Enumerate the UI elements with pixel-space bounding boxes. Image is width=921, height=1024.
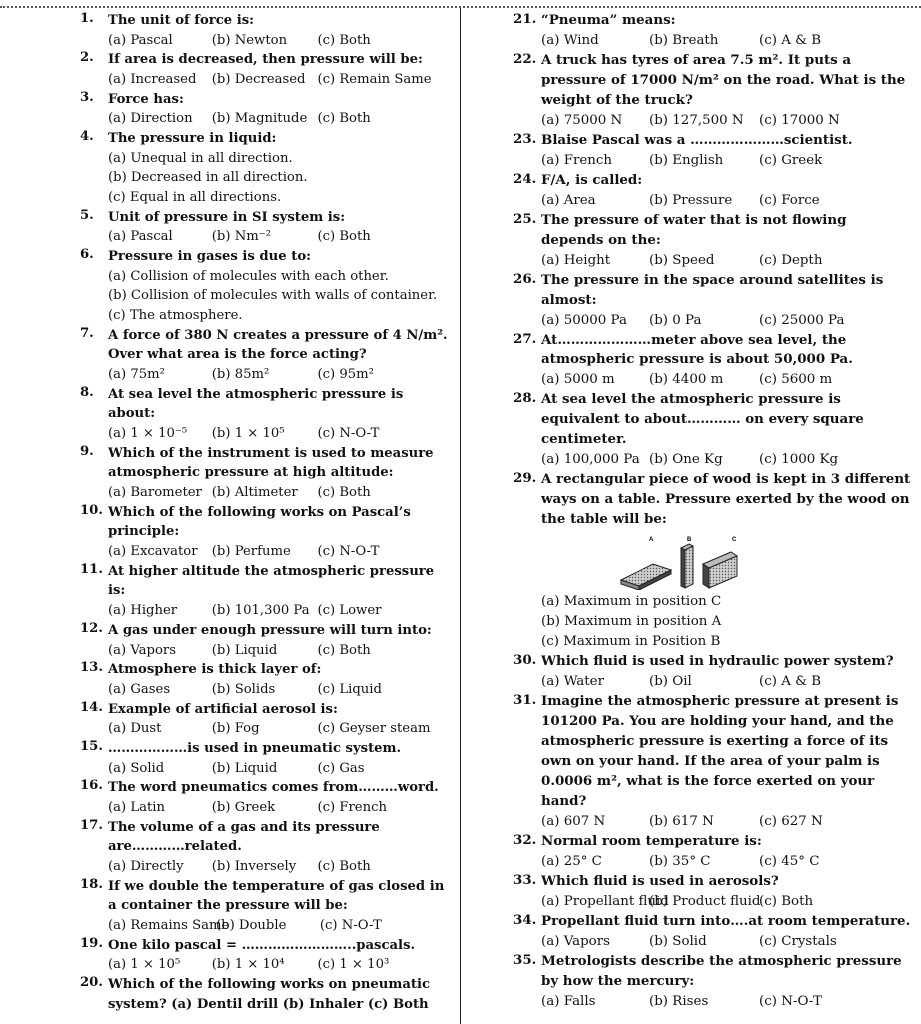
question-number: 8. xyxy=(80,384,94,400)
answer-option[interactable]: (a) French xyxy=(541,152,613,168)
options-row xyxy=(541,111,913,131)
wood-block-a xyxy=(621,564,671,590)
answer-option[interactable]: (b) Liquid xyxy=(211,760,278,776)
answer-option[interactable]: (c) A & B xyxy=(759,674,822,690)
question-text: A gas under enough pressure will turn into: xyxy=(108,622,432,638)
answer-option[interactable]: (a) Wind xyxy=(541,32,599,48)
answer-option[interactable]: (c) 5600 m xyxy=(759,372,833,388)
question-number: 32. xyxy=(513,831,537,848)
question-item xyxy=(80,247,452,326)
question-item xyxy=(513,652,913,692)
options-row xyxy=(108,109,452,129)
options-row xyxy=(108,424,452,444)
question-number: 6. xyxy=(80,247,94,263)
question-number: 29. xyxy=(513,470,537,487)
question-number: 2. xyxy=(80,50,94,66)
question-number: 21. xyxy=(513,11,537,27)
answer-option[interactable]: (c) 1 × 10³ xyxy=(317,957,390,973)
question-item xyxy=(80,562,452,621)
question-number: 28. xyxy=(513,390,537,407)
question-text: Pressure in gases is due to: xyxy=(108,249,311,265)
question-number: 34. xyxy=(513,911,537,928)
answer-option[interactable]: (c) Greek xyxy=(759,152,823,168)
answer-option[interactable]: (c) Equal in all directions. xyxy=(108,190,282,206)
options-row xyxy=(108,601,452,621)
question-text: Which of the instrument is used to measure atmospheric pressure at high altitude: xyxy=(108,445,434,481)
answer-option[interactable]: (a) Area xyxy=(541,192,596,208)
question-text: Which of the following works on Pascal’s principle: xyxy=(108,504,411,540)
options-row xyxy=(108,641,452,661)
question-item xyxy=(80,385,452,444)
question-number: 24. xyxy=(513,170,537,187)
answer-option[interactable]: (c) Both xyxy=(759,893,814,909)
question-text: Normal room temperature is: xyxy=(541,832,762,849)
question-text: One kilo pascal = ……………………..pascals. xyxy=(108,937,416,953)
question-number: 15. xyxy=(80,738,103,754)
answer-option[interactable]: (c) Crystals xyxy=(759,933,837,949)
question-text: If area is decreased, then pressure will be: xyxy=(108,52,423,68)
question-item xyxy=(80,818,452,877)
answer-option[interactable]: (a) Vapors xyxy=(541,933,611,949)
top-dotted-rule xyxy=(0,0,921,8)
question-item xyxy=(80,877,452,936)
answer-option[interactable]: (a) 75000 N xyxy=(541,112,623,128)
answer-option[interactable]: (b) One Kg xyxy=(649,452,723,468)
options-row xyxy=(108,365,452,385)
options-row xyxy=(108,857,452,877)
options-row xyxy=(541,31,913,51)
question-number: 26. xyxy=(513,270,537,287)
options-row xyxy=(108,227,452,247)
options-row xyxy=(541,191,913,211)
answer-option[interactable]: (b) Nm⁻² xyxy=(211,229,271,245)
answer-option[interactable]: (a) Water xyxy=(541,674,604,690)
answer-option[interactable]: (c) 95m² xyxy=(317,367,374,383)
question-number: 5. xyxy=(80,207,94,223)
answer-option[interactable]: (a) Direction xyxy=(108,111,193,127)
question-text: At higher altitude the atmospheric pressure is: xyxy=(108,563,435,599)
answer-option[interactable]: (a) 25° C xyxy=(541,853,602,869)
question-text: Which fluid is used in hydraulic power system? xyxy=(541,653,894,670)
answer-option[interactable]: (b) Pressure xyxy=(649,192,733,208)
question-item xyxy=(80,11,452,50)
answer-option[interactable]: (b) English xyxy=(649,152,724,168)
question-number: 33. xyxy=(513,871,537,888)
question-number: 11. xyxy=(80,561,103,577)
answer-option[interactable]: (a) Collision of molecules with each other. xyxy=(108,268,389,284)
options-row xyxy=(541,992,913,1012)
answer-option[interactable]: (b) Greek xyxy=(211,799,276,815)
options-row xyxy=(541,812,913,832)
answer-option[interactable]: (a) 75m² xyxy=(108,367,165,383)
question-number: 31. xyxy=(513,692,537,709)
answer-option[interactable]: (a) Maximum in position C xyxy=(541,594,722,610)
options-row xyxy=(541,852,913,872)
options-row xyxy=(541,932,913,952)
answer-option[interactable]: (a) Directly xyxy=(108,858,184,874)
question-text: If we double the temperature of gas closed in a container the pressure will be: xyxy=(108,878,445,914)
question-item xyxy=(80,90,452,129)
answer-option[interactable]: (b) Inversely xyxy=(211,858,297,874)
answer-option[interactable]: (b) 0 Pa xyxy=(649,312,702,328)
question-item xyxy=(80,503,452,562)
question-item xyxy=(80,444,452,503)
figure-label-c: C xyxy=(732,537,737,544)
wood-block-positions-figure xyxy=(619,534,759,590)
question-item xyxy=(513,832,913,872)
question-text: The volume of a gas and its pressure are…………related. xyxy=(108,819,380,855)
options-row xyxy=(541,151,913,171)
question-item xyxy=(513,271,913,331)
question-number: 16. xyxy=(80,778,103,794)
answer-option[interactable]: (b) Collision of molecules with walls of container. xyxy=(108,288,438,304)
question-item xyxy=(80,936,452,975)
answer-option[interactable]: (c) Lower xyxy=(317,603,382,619)
answer-option[interactable]: (c) 45° C xyxy=(759,853,820,869)
answer-option[interactable]: (b) 127,500 N xyxy=(649,112,744,128)
question-item xyxy=(80,50,452,89)
answer-option[interactable]: (b) Double xyxy=(216,917,287,933)
answer-option[interactable]: (c) Geyser steam xyxy=(317,721,431,737)
answer-option[interactable]: (b) 4400 m xyxy=(649,372,724,388)
question-text: The pressure in the space around satellites is almost: xyxy=(541,271,884,308)
answer-option[interactable]: (b) 85m² xyxy=(211,367,270,383)
question-number: 35. xyxy=(513,951,537,968)
question-number: 1. xyxy=(80,11,94,26)
question-item xyxy=(513,211,913,271)
question-item xyxy=(513,51,913,131)
answer-option[interactable]: (c) 1000 Kg xyxy=(759,452,839,468)
answer-option[interactable]: (a) Latin xyxy=(108,799,165,815)
question-text: Which of the following works on pneumatic system? (a) Dentil drill (b) Inhaler (c) Both xyxy=(108,976,431,1012)
answer-option[interactable]: (c) 25000 Pa xyxy=(759,312,845,328)
question-text: The pressure of water that is not flowing depends on the: xyxy=(541,211,847,248)
question-number: 30. xyxy=(513,652,537,669)
answer-option[interactable]: (c) The atmosphere. xyxy=(108,308,243,324)
answer-option[interactable]: (c) N-O-T xyxy=(319,917,382,933)
answer-option[interactable]: (c) Both xyxy=(317,229,371,245)
answer-option[interactable]: (a) Pascal xyxy=(108,32,173,48)
answer-option[interactable]: (b) Speed xyxy=(649,252,715,268)
answer-option[interactable]: (a) 100,000 Pa xyxy=(541,452,640,468)
question-text: Imagine the atmospheric pressure at present is 101200 Pa. You are holding your hand, and the atmospheric pressure is exerting a force of its own on your hand. If the area of your palm is 0.0006 m², what is the force exerted on your hand? xyxy=(541,693,899,809)
answer-option[interactable]: (a) Height xyxy=(541,252,611,268)
question-text: “Pneuma” means: xyxy=(541,12,676,28)
question-text: The unit of force is: xyxy=(108,13,255,28)
options-row xyxy=(541,892,913,912)
question-number: 10. xyxy=(80,502,103,518)
answer-option[interactable]: (b) Perfume xyxy=(211,544,291,560)
question-text: Metrologists describe the atmospheric pressure by how the mercury: xyxy=(541,952,902,989)
answer-option[interactable]: (a) Solid xyxy=(108,760,165,776)
answer-option[interactable]: (c) A & B xyxy=(759,32,822,48)
question-text: A force of 380 N creates a pressure of 4 N/m². Over what area is the force acting? xyxy=(108,327,448,363)
question-text: F/A, is called: xyxy=(541,171,643,188)
answer-option[interactable]: (a) 1 × 10⁻⁵ xyxy=(108,426,188,442)
answer-option[interactable]: (b) Solid xyxy=(649,933,707,949)
answer-option[interactable]: (c) Liquid xyxy=(317,681,382,697)
answer-option[interactable]: (a) Excavator xyxy=(108,544,198,560)
question-text: Blaise Pascal was a …………………scientist. xyxy=(541,131,853,148)
question-text: At sea level the atmospheric pressure is equivalent to about………… on every square centimeter. xyxy=(541,391,864,448)
answer-option[interactable]: (c) Both xyxy=(317,485,371,501)
answer-option[interactable]: (a) Dust xyxy=(108,721,162,737)
question-number: 4. xyxy=(80,129,94,145)
answer-option[interactable]: (b) Newton xyxy=(211,32,288,48)
answer-option[interactable]: (b) Liquid xyxy=(211,642,278,658)
answer-option[interactable]: (b) Rises xyxy=(649,993,709,1009)
answer-option[interactable]: (a) Unequal in all direction. xyxy=(108,150,293,166)
options-row xyxy=(108,759,452,779)
column-divider xyxy=(460,8,461,1024)
answer-option[interactable]: (a) 5000 m xyxy=(541,372,615,388)
options-row xyxy=(108,70,452,90)
options-row xyxy=(541,450,913,470)
question-number: 17. xyxy=(80,817,103,833)
wood-block-b xyxy=(681,544,693,588)
answer-option[interactable]: (b) 101,300 Pa xyxy=(211,603,310,619)
question-number: 19. xyxy=(80,935,103,951)
answer-option[interactable]: (b) Oil xyxy=(649,674,692,690)
answer-option[interactable]: (b) Breath xyxy=(649,32,719,48)
answer-option[interactable]: (a) Increased xyxy=(108,72,197,88)
question-number: 18. xyxy=(80,876,103,892)
question-text: A truck has tyres of area 7.5 m². It puts a pressure of 17000 N/m² on the road. What is the weight of the truck? xyxy=(541,51,906,108)
answer-option[interactable]: (b) Magnitude xyxy=(211,111,308,127)
figure-label-b: B xyxy=(687,537,692,544)
options-row xyxy=(108,798,452,818)
question-item xyxy=(80,700,452,739)
answer-option[interactable]: (c) Both xyxy=(317,642,371,658)
answer-option[interactable]: (c) Both xyxy=(317,858,371,874)
answer-option[interactable]: (c) Gas xyxy=(317,760,365,776)
answer-option[interactable]: (a) Gases xyxy=(108,681,171,697)
question-item xyxy=(80,326,452,385)
answer-option[interactable]: (c) Maximum in Position B xyxy=(541,634,721,650)
question-text: The pressure in liquid: xyxy=(108,131,277,147)
question-item xyxy=(80,129,452,208)
figure-label-a: A xyxy=(649,537,654,544)
question-number: 22. xyxy=(513,50,537,67)
answer-option[interactable]: (b) Decreased xyxy=(211,72,306,88)
answer-option[interactable]: (c) Both xyxy=(317,111,371,127)
answer-option[interactable]: (a) Pascal xyxy=(108,229,173,245)
question-text: Propellant fluid turn into….at room temperature. xyxy=(541,912,911,929)
right-question-column xyxy=(513,11,913,1012)
question-item xyxy=(513,952,913,1012)
question-number: 27. xyxy=(513,330,537,347)
question-item xyxy=(80,660,452,699)
options-row xyxy=(108,955,452,975)
answer-option[interactable]: (a) Propellant fluid xyxy=(541,893,669,909)
question-item xyxy=(80,975,452,1014)
question-text: At sea level the atmospheric pressure is about: xyxy=(108,386,404,422)
question-text: Atmosphere is thick layer of: xyxy=(108,662,322,678)
question-item xyxy=(513,872,913,912)
answer-option[interactable]: (a) 1 × 10⁵ xyxy=(108,957,181,973)
options-row xyxy=(108,916,452,936)
wood-block-c xyxy=(703,552,737,588)
answer-option[interactable]: (a) Barometer xyxy=(108,485,202,501)
question-item xyxy=(513,692,913,832)
options-row xyxy=(108,719,452,739)
answer-option[interactable]: (a) Vapors xyxy=(108,642,176,658)
question-text: ………………is used in pneumatic system. xyxy=(108,740,402,756)
options-row xyxy=(541,672,913,692)
options-row xyxy=(541,251,913,271)
answer-option[interactable]: (a) Falls xyxy=(541,993,596,1009)
question-item xyxy=(80,778,452,817)
answer-option[interactable]: (b) Decreased in all direction. xyxy=(108,170,308,186)
answer-option[interactable]: (b) 1 × 10⁵ xyxy=(211,426,285,442)
question-text: Unit of pressure in SI system is: xyxy=(108,209,346,225)
options-row xyxy=(108,542,452,562)
question-text: The word pneumatics comes from………word. xyxy=(108,780,439,796)
question-number: 13. xyxy=(80,660,103,676)
answer-option[interactable]: (c) Depth xyxy=(759,252,823,268)
question-item xyxy=(513,171,913,211)
answer-option[interactable]: (b) Fog xyxy=(211,721,260,737)
answer-option[interactable]: (c) N-O-T xyxy=(317,544,380,560)
question-item xyxy=(80,208,452,247)
answer-option[interactable]: (c) N-O-T xyxy=(759,993,822,1009)
answer-option[interactable]: (a) Higher xyxy=(108,603,178,619)
question-text: Which fluid is used in aerosols? xyxy=(541,872,779,889)
answer-option[interactable]: (c) 627 N xyxy=(759,813,823,829)
answer-option[interactable]: (b) Maximum in position A xyxy=(541,614,722,630)
question-number: 3. xyxy=(80,89,94,105)
question-item xyxy=(513,131,913,171)
question-item xyxy=(80,739,452,778)
answer-option[interactable]: (b) Product fluid xyxy=(649,893,761,909)
answer-option[interactable]: (a) 607 N xyxy=(541,813,606,829)
answer-option[interactable]: (b) 35° C xyxy=(649,853,711,869)
question-text: Force has: xyxy=(108,91,184,107)
answer-option[interactable]: (a) Remains Same xyxy=(108,917,230,933)
options-row xyxy=(108,680,452,700)
question-item xyxy=(513,390,913,470)
question-item xyxy=(513,470,913,652)
question-number: 9. xyxy=(80,443,94,459)
question-number: 25. xyxy=(513,210,537,227)
answer-option[interactable]: (c) French xyxy=(317,799,387,815)
question-number: 20. xyxy=(80,974,103,990)
options-row xyxy=(541,370,913,390)
question-text: Example of artificial aerosol is: xyxy=(108,701,338,717)
options-row xyxy=(108,483,452,503)
answer-option[interactable]: (c) 17000 N xyxy=(759,112,840,128)
left-question-column xyxy=(80,11,452,1014)
question-item xyxy=(513,912,913,952)
options-row xyxy=(541,311,913,331)
question-item xyxy=(513,331,913,391)
question-item xyxy=(513,11,913,51)
question-number: 14. xyxy=(80,699,103,715)
answer-option[interactable]: (b) Solids xyxy=(211,681,276,697)
question-number: 23. xyxy=(513,130,537,147)
question-text: A rectangular piece of wood is kept in 3 different ways on a table. Pressure exerted by the wood on the table will be: xyxy=(541,471,911,528)
answer-option[interactable]: (a) 50000 Pa xyxy=(541,312,627,328)
question-number: 12. xyxy=(80,620,103,636)
question-item xyxy=(80,621,452,660)
answer-option[interactable]: (c) N-O-T xyxy=(317,426,380,442)
answer-option[interactable]: (b) 1 × 10⁴ xyxy=(211,957,285,973)
answer-option[interactable]: (c) Both xyxy=(317,32,371,48)
options-row xyxy=(108,31,452,51)
answer-option[interactable]: (b) 617 N xyxy=(649,813,714,829)
answer-option[interactable]: (c) Force xyxy=(759,192,820,208)
answer-option[interactable]: (c) Remain Same xyxy=(317,72,432,88)
answer-option[interactable]: (b) Altimeter xyxy=(211,485,298,501)
question-text: At…………………meter above sea level, the atmospheric pressure is about 50,000 Pa. xyxy=(541,331,853,368)
question-number: 7. xyxy=(80,325,94,341)
